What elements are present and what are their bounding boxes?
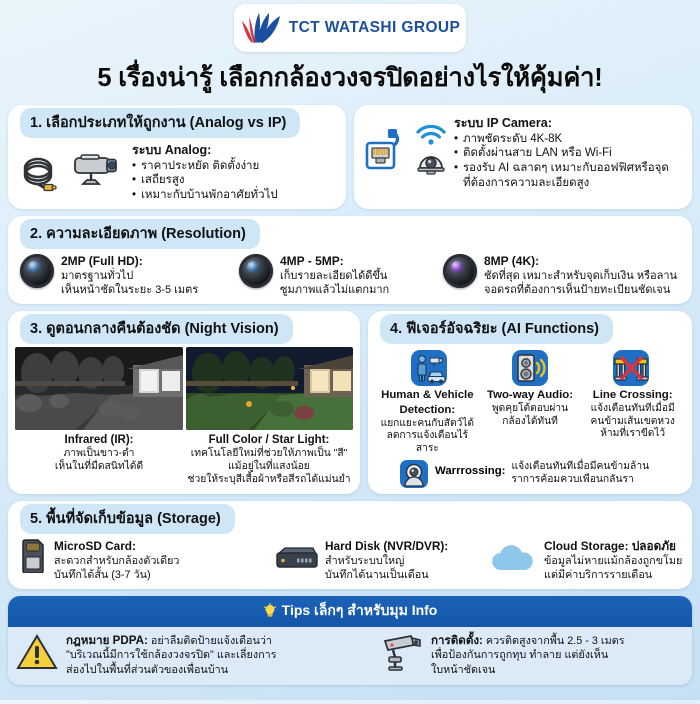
night-scene-grayscale-photo bbox=[15, 347, 183, 430]
section-heading-storage: 5. พื้นที่จัดเก็บข้อมูล (Storage) bbox=[20, 504, 235, 534]
hard-disk-icon bbox=[275, 544, 317, 570]
analog-bullet-2: • เสถียรสูง bbox=[132, 173, 278, 188]
analog-title: ระบบ Analog: bbox=[132, 143, 212, 157]
cloud-icon bbox=[490, 543, 536, 573]
analog-bullet-3: • เหมาะกับบ้านพักอาศัยทั่วไป bbox=[132, 188, 278, 203]
ip-camera-card bbox=[354, 105, 692, 209]
lens-icon-violet bbox=[443, 254, 477, 288]
ai-lc-line-3: ห้ามที่เราขีดไว้ bbox=[600, 428, 666, 440]
install-title: การติดตั้ง: bbox=[431, 634, 483, 648]
brand-logo-card bbox=[234, 4, 466, 52]
tct-watashi-logo-icon bbox=[240, 12, 282, 44]
ai-caption-human-vehicle bbox=[376, 388, 479, 455]
harddisk-title: Hard Disk (NVR/DVR): bbox=[325, 538, 449, 553]
ai-caption-line-crossing bbox=[581, 388, 684, 455]
section-heading-ai: 4. ฟีเจอร์อัจฉริยะ (AI Functions) bbox=[380, 314, 613, 344]
night-vision-card bbox=[8, 311, 360, 493]
night-scene-color-photo bbox=[186, 347, 354, 430]
bullet-camera-icon bbox=[69, 150, 125, 195]
ai-hv-line-2: ลดการแจ้งเตือนไร้สาระ bbox=[386, 430, 469, 455]
starlight-line-2: แม้อยู่ในที่แสงน้อย bbox=[228, 460, 310, 472]
warrrossing-line-1: แจ้งเตือนทันทีเมื่อมีคนข้ามล้าน bbox=[511, 460, 650, 472]
analog-bullets bbox=[132, 159, 278, 203]
ip-bullet-1: • ภาพชัดระดับ 4K-8K bbox=[454, 132, 672, 147]
install-line-1: เพื่อป้องกันการถูกทุบ ทำลาย แต่ยังเห็น bbox=[431, 649, 609, 662]
analog-text bbox=[132, 142, 278, 203]
night-vision-caption-starlight bbox=[186, 433, 352, 486]
line-crossing-icon bbox=[613, 350, 649, 386]
ai-caption-two-way-audio bbox=[479, 388, 582, 455]
pdpa-line-2: ส่องไปในพื้นที่ส่วนตัวของเพื่อนบ้าน bbox=[66, 663, 229, 676]
starlight-line-1: เทคโนโลยีใหม่ที่ช่วยให้ภาพเป็น "สี" bbox=[190, 448, 348, 460]
ip-camera-text bbox=[454, 115, 672, 191]
night-vision-caption-ir bbox=[16, 433, 182, 486]
ai-hv-line-1: แยกแยะคนกับสัตว์ได้ bbox=[380, 417, 475, 429]
resolution-item-2mp bbox=[20, 254, 235, 298]
storage-item-cloud bbox=[490, 539, 684, 582]
infographic-page bbox=[0, 4, 700, 704]
ai-lc-line-1: แจ้งเตือนทันทีเมื่อมี bbox=[590, 403, 675, 415]
harddisk-line-2: บันทึกได้นานเป็นเดือน bbox=[325, 569, 429, 582]
warning-triangle-icon bbox=[16, 633, 58, 671]
warrrossing-line-2: ราการค้อมควบเพือนกลันรา bbox=[511, 473, 634, 485]
starlight-title: Full Color / Star Light: bbox=[208, 434, 330, 447]
coax-cable-icon bbox=[18, 152, 62, 192]
warrrossing-row bbox=[374, 456, 686, 488]
ai-lc-line-2: คนข้ามเส้นเขตหวง bbox=[590, 415, 675, 427]
res-8mp-line-2: จอดรถที่ต้องการเห็นป้ายทะเบียนชัดเจน bbox=[484, 283, 671, 296]
res-8mp-title: 8MP (4K): bbox=[484, 253, 540, 268]
harddisk-line-1: สำหรับระบบใหญ่ bbox=[325, 554, 405, 567]
tips-heading-text: Tips เล็กๆ สำหรับมุม Info bbox=[281, 602, 438, 619]
section-type bbox=[8, 105, 692, 209]
pdpa-line-1: "บริเวณนี้มีการใช้กล้องวงจรปิด" และเลี่ยงการ bbox=[66, 649, 277, 662]
starlight-line-3: ช่วยให้ระบุสีเสื้อผ้าหรือสีรถได้แม่นยำ bbox=[187, 473, 351, 485]
ip-bullet-3: • รองรับ AI ฉลาดๆ เหมาะกับออฟฟิศหรือจุดที่ต้องการความละเอียดสูง bbox=[454, 161, 672, 190]
storage-item-harddisk bbox=[275, 539, 490, 582]
section-storage bbox=[8, 501, 692, 589]
cloud-line-1: ข้อมูลไม่หายแม้กล้องถูกขโมย bbox=[544, 554, 683, 567]
ai-hv-title-2: Detection: bbox=[399, 404, 456, 417]
res-2mp-title: 2MP (Full HD): bbox=[61, 253, 143, 268]
ai-audio-title: Two-way Audio: bbox=[486, 389, 574, 402]
tips-header bbox=[8, 596, 692, 627]
section-heading-resolution: 2. ความละเอียดภาพ (Resolution) bbox=[20, 219, 260, 249]
lens-icon bbox=[239, 254, 273, 288]
resolution-item-8mp bbox=[443, 254, 684, 298]
ip-camera-bullets bbox=[454, 132, 672, 191]
lan-port-icon bbox=[364, 127, 408, 178]
dome-camera-icon bbox=[416, 151, 446, 180]
page-title: 5 เรื่องน่ารู้ เลือกกล้องวงจรปิดอย่างไรให้คุ้มค่า! bbox=[97, 64, 603, 92]
ai-audio-line-1: พูดคุยโต้ตอบผ่าน bbox=[491, 403, 569, 415]
section-heading-night-vision: 3. ดูตอนกลางคืนต้องชัด (Night Vision) bbox=[20, 314, 293, 344]
brand-name: TCT WATASHI GROUP bbox=[288, 19, 461, 36]
ai-functions-card bbox=[368, 311, 692, 493]
analog-card bbox=[8, 105, 346, 209]
tips-panel bbox=[8, 596, 692, 685]
section-resolution bbox=[8, 216, 692, 305]
res-4mp-line-2: ซูมภาพแล้วไม่แตกมาก bbox=[280, 283, 390, 296]
ip-bullet-2: • ติดตั้งผ่านสาย LAN หรือ Wi-Fi bbox=[454, 146, 672, 161]
cloud-title: Cloud Storage: ปลอดภัย bbox=[544, 538, 676, 553]
analog-bullet-1: • ราคาประหยัด ติดตั้งง่าย bbox=[132, 159, 278, 174]
human-vehicle-detection-icon bbox=[411, 350, 447, 386]
resolution-item-4mp bbox=[239, 254, 439, 298]
lightbulb-icon bbox=[263, 603, 277, 619]
section-row-night-ai bbox=[8, 311, 692, 493]
microsd-title: MicroSD Card: bbox=[54, 538, 136, 553]
storage-item-microsd bbox=[20, 539, 275, 582]
install-text: ควรติดสูงจากพื้น 2.5 - 3 เมตร bbox=[485, 635, 625, 648]
res-8mp-line-1: ชัดที่สุด เหมาะสำหรับจุดเก็บเงิน หรือลาน bbox=[484, 269, 678, 282]
microsd-card-icon bbox=[20, 539, 46, 573]
res-2mp-line-1: มาตรฐานทั่วไป bbox=[61, 269, 134, 282]
cloud-line-2: แต่มีค่าบริการรายเดือน bbox=[544, 569, 653, 582]
ir-line-2: เห็นในที่มืดสนิทได้ดี bbox=[54, 460, 144, 472]
microsd-line-1: สะดวกสำหรับกล้องตัวเดียว bbox=[54, 554, 180, 567]
ip-camera-title: ระบบ IP Camera: bbox=[454, 116, 552, 130]
ai-audio-line-2: กล้องได้ทันที bbox=[502, 415, 558, 427]
tip-installation bbox=[379, 633, 684, 677]
install-line-2: ใบหน้าชัดเจน bbox=[431, 663, 496, 676]
ir-line-1: ภาพเป็นขาว-ดำ bbox=[63, 448, 135, 460]
cctv-camera-icon bbox=[379, 633, 423, 671]
res-4mp-line-1: เก็บรายละเอียดได้ดีขึ้น bbox=[280, 269, 388, 282]
dome-camera-icon bbox=[400, 460, 428, 488]
pdpa-text: อย่าลืมติดป้ายแจ้งเตือนว่า bbox=[150, 635, 272, 648]
res-2mp-line-2: เห็นหน้าชัดในระยะ 3-5 เมตร bbox=[61, 283, 199, 296]
res-4mp-title: 4MP - 5MP: bbox=[280, 253, 344, 268]
tip-pdpa bbox=[16, 633, 371, 677]
microsd-line-2: บันทึกได้สั้น (3-7 วัน) bbox=[54, 569, 151, 582]
ai-lc-title: Line Crossing: bbox=[592, 389, 673, 402]
warrrossing-title: Warrrossing: bbox=[435, 464, 506, 477]
ai-hv-title-1: Human & Vehicle bbox=[381, 389, 474, 402]
ir-title: Infrared (IR): bbox=[64, 434, 134, 447]
pdpa-title: กฎหมาย PDPA: bbox=[66, 634, 148, 648]
lens-icon bbox=[20, 254, 54, 288]
speaker-icon bbox=[512, 350, 548, 386]
wifi-icon bbox=[415, 125, 447, 150]
section-heading-type: 1. เลือกประเภทให้ถูกงาน (Analog vs IP) bbox=[20, 108, 300, 138]
